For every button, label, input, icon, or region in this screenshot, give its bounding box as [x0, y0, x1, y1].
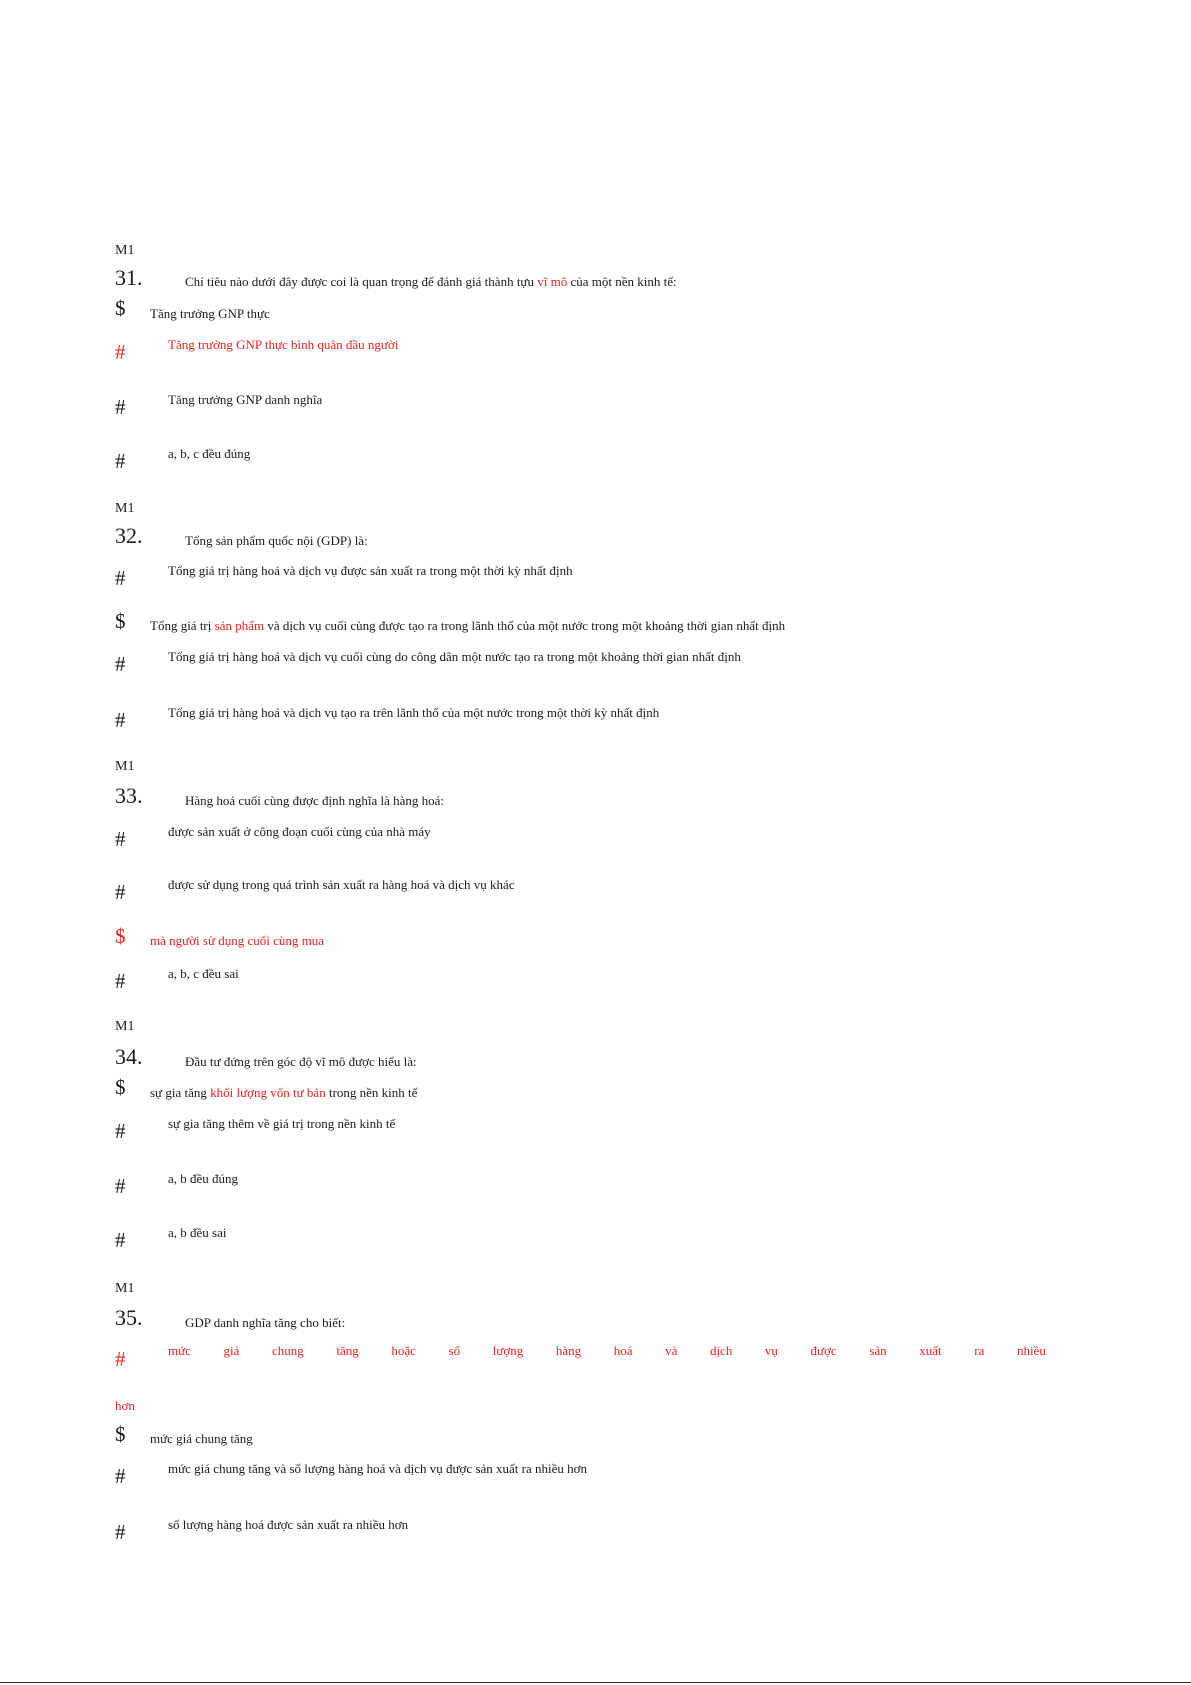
question-33-stem: Hàng hoá cuối cùng được định nghĩa là hàng hoá:	[185, 793, 445, 808]
answer-mark: #	[115, 449, 126, 473]
option-34-d: a, b đều sai	[168, 1225, 227, 1240]
word: nhiều	[1016, 1343, 1046, 1358]
word: sản	[869, 1343, 887, 1358]
option-32-d: Tổng giá trị hàng hoá và dịch vụ tạo ra trên lãnh thổ của một nước trong một thời kỳ nhất định	[168, 705, 660, 720]
question-32-tag: M1	[115, 501, 135, 516]
answer-mark: #	[115, 880, 126, 904]
option-35-c: mức giá chung tăng và số lượng hàng hoá và dịch vụ được sản xuất ra nhiều hơn	[168, 1461, 588, 1476]
answer-mark: $	[115, 296, 126, 320]
word: chung	[272, 1343, 304, 1358]
option-33-d: a, b, c đều sai	[168, 966, 239, 981]
answer-mark: #	[115, 652, 126, 676]
word: vụ	[764, 1343, 778, 1358]
question-31-number: 31.	[115, 265, 143, 290]
word: tăng	[336, 1343, 359, 1358]
answer-mark: #	[115, 566, 126, 590]
option-32-b: Tổng giá trị sản phẩm và dịch vụ cuối cùng được tạo ra trong lãnh thổ của một nước trong một khoảng thời gian nhất định	[150, 618, 786, 633]
option-31-c: Tăng trưởng GNP danh nghĩa	[168, 392, 323, 407]
answer-mark: #	[115, 1119, 126, 1143]
answer-mark: #	[115, 340, 126, 364]
word: ra	[974, 1343, 985, 1358]
question-35-number: 35.	[115, 1305, 143, 1330]
question-33-tag: M1	[115, 759, 135, 774]
answer-mark: $	[115, 609, 126, 633]
answer-mark: $	[115, 1422, 126, 1446]
option-35-a-continuation: hơn	[115, 1398, 135, 1413]
answer-mark: #	[115, 969, 126, 993]
question-35-tag: M1	[115, 1281, 135, 1296]
answer-mark: #	[115, 827, 126, 851]
option-35-a-justified-line	[168, 1343, 1046, 1363]
answer-mark: #	[115, 1347, 126, 1371]
option-32-c: Tổng giá trị hàng hoá và dịch vụ cuối cùng do công dân một nước tạo ra trong một khoảng thời gian nhất định	[168, 649, 741, 664]
question-31-stem: Chỉ tiêu nào dưới đây được coi là quan trọng để đánh giá thành tựu vĩ mô của một nền kinh tế:	[185, 274, 677, 289]
option-32-a: Tổng giá trị hàng hoá và dịch vụ được sản xuất ra trong một thời kỳ nhất định	[168, 563, 573, 578]
page-bottom-rule	[0, 1682, 1191, 1683]
question-32-stem: Tổng sản phẩm quốc nội (GDP) là:	[185, 533, 368, 548]
question-31-tag: M1	[115, 243, 135, 258]
question-33-number: 33.	[115, 783, 143, 808]
answer-mark: #	[115, 1174, 126, 1198]
word: hoặc	[391, 1343, 416, 1358]
answer-mark: #	[115, 395, 126, 419]
question-34-number: 34.	[115, 1044, 143, 1069]
word: lượng	[492, 1343, 524, 1358]
word: xuất	[919, 1343, 942, 1358]
option-35-d: số lượng hàng hoá được sản xuất ra nhiều hơn	[168, 1517, 409, 1532]
word: mức	[168, 1343, 191, 1358]
word: giá	[223, 1343, 240, 1358]
answer-mark: #	[115, 708, 126, 732]
answer-mark: #	[115, 1520, 126, 1544]
answer-mark: $	[115, 924, 126, 948]
option-33-b: được sử dụng trong quá trình sản xuất ra hàng hoá và dịch vụ khác	[168, 877, 515, 892]
option-34-b: sự gia tăng thêm về giá trị trong nền kinh tế	[168, 1116, 396, 1131]
answer-mark: #	[115, 1228, 126, 1252]
word: được	[810, 1343, 837, 1358]
option-31-b: Tăng trưởng GNP thực bình quân đầu người	[168, 337, 399, 352]
word: hoá	[613, 1343, 633, 1358]
word: dịch	[709, 1343, 733, 1358]
question-32-number: 32.	[115, 523, 143, 548]
question-34-stem: Đầu tư đứng trên góc độ vĩ mô được hiểu là:	[185, 1054, 417, 1069]
option-35-b: mức giá chung tăng	[150, 1431, 253, 1446]
option-31-d: a, b, c đều đúng	[168, 446, 251, 461]
word: hàng	[555, 1343, 582, 1358]
word: số	[448, 1343, 461, 1358]
answer-mark: $	[115, 1075, 126, 1099]
question-35-stem: GDP danh nghĩa tăng cho biết:	[185, 1315, 346, 1330]
answer-mark: #	[115, 1464, 126, 1488]
option-31-a: Tăng trưởng GNP thực	[150, 306, 270, 321]
option-34-a: sự gia tăng khối lượng vốn tư bản trong nền kinh tế	[150, 1085, 418, 1100]
option-33-a: được sản xuất ở công đoạn cuối cùng của nhà máy	[168, 824, 431, 839]
option-33-c: mà người sử dụng cuối cùng mua	[150, 933, 325, 948]
question-34-tag: M1	[115, 1019, 135, 1034]
word: và	[665, 1343, 678, 1358]
option-34-c: a, b đều đúng	[168, 1171, 239, 1186]
